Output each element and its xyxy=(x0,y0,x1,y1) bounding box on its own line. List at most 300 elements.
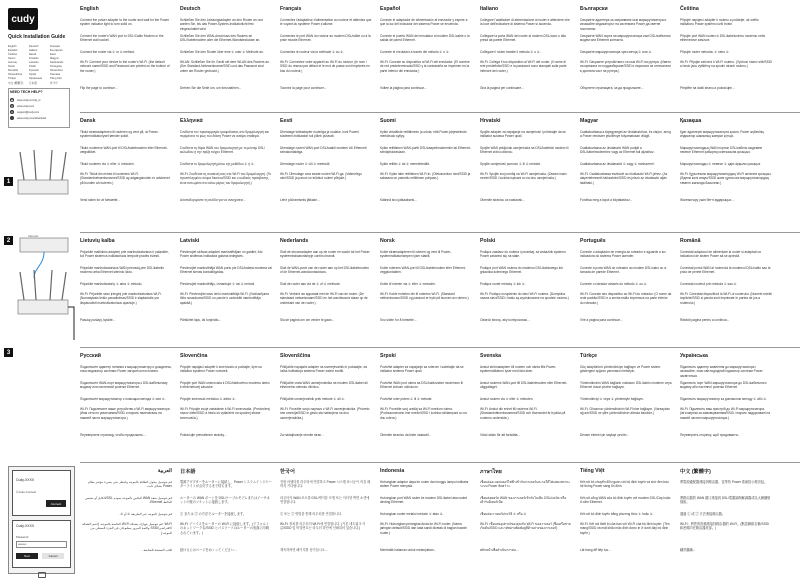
section-title: Lietuvių kalba xyxy=(80,238,115,244)
section-title: Norsk xyxy=(380,238,395,244)
cudy-logo: cudy xyxy=(8,8,38,30)
section-title: Italiano xyxy=(480,6,499,12)
continue-note: Lehe pööramiseks jätkake... xyxy=(280,198,320,202)
continue-note: Membalik halaman untuk melanjutkan... xyxy=(380,548,437,552)
language-label: Polski xyxy=(29,65,36,68)
continue-note: Sla de pagina om om verder te gaan... xyxy=(280,318,335,322)
step-wifi: Wi-Fi: Hubungkan perangkat Anda ke Wi-Fi router. (Nama jaringan default/SSID dan kata sandi dicetak di bagian bawah router.) xyxy=(380,522,467,535)
step-power: Conecte o adaptador de energia ao roteador e aguarde a luz indicadora do sistema Power acender. xyxy=(580,250,666,259)
step-method: Маршрутизаторды ① немесе ② әдісі арқылы қосыңыз. xyxy=(680,162,761,166)
language-section xyxy=(480,6,572,112)
step-wifi: Wi-Fi: Spojite svoj uređaj na Wi-Fi usmjerivača. (Zadani naziv mreže/SSID i lozinka ispisani su na dnu usmjerivača.) xyxy=(480,172,567,181)
step-wifi: Wi-Fi: Pripojte svoje zariadenie k Wi-Fi smerovača. (Predvolený názov siete/SSID a heslo sú vytlačené na spodnej strane smerovača.) xyxy=(180,407,270,420)
step-wifi: Wi-Fi: 장치를 라우터의 Wi-Fi에 연결합니다. (기본 네트워크 이름/SSID 및 비밀번호는 라우터 하단에 인쇄되어 있습니다.) xyxy=(280,522,366,531)
language-section xyxy=(580,118,672,224)
antenna xyxy=(34,150,36,180)
continue-note: Käännä sivu jatkaaksesi... xyxy=(380,198,417,202)
step-wifi: Wi-Fi: Συνδέστε τη συσκευή σας στο Wi-Fi του δρομολογητή. (Το προεπιλεγμένο όνομα δικτύου/SSID και ο κωδικός πρόσβασης είναι τυπωμένα στο κάτω μέρος του δρομολογητή.) xyxy=(180,172,272,185)
continue-note: Voltee la página para continuar... xyxy=(380,86,427,90)
step-power: 電源アダプターをルーターに接続し、Power システムインジケーターライトが点灯するまで待ちます。 xyxy=(180,480,272,489)
step-method: เชื่อมต่อเราเตอร์ผ่านวิธี ① หรือ ② xyxy=(480,512,527,516)
step-method: Підключіть маршрутизатор за допомогою методу ① або ②. xyxy=(680,397,768,401)
step-wifi: Wi-Fi: Conecte seu dispositivo ao Wi-Fi do roteador. (O nome da rede padrão/SSID e a senha estão impressos na parte inferior do roteador.) xyxy=(580,292,672,305)
language-section xyxy=(80,238,172,344)
tech-help-box xyxy=(8,88,70,128)
step-wan: เชื่อมต่อพอร์ต WAN ของเราเตอร์เข้ากับโมเด็ม DSL/เคเบิล หรือเต้ารับอีเทอร์เน็ต xyxy=(480,496,567,505)
language-label: Suomi xyxy=(8,57,16,60)
section-title: Deutsch xyxy=(180,6,201,12)
step-wan: Pripojte port WAN smerovača k DSL/káblovému modemu alebo k ethernetovej zásuvke. xyxy=(180,381,270,390)
step-wifi: Wi-Fi: Pievienojiet savu ierīci maršrutētāja Wi-Fi. (Noklusējuma tīkla nosaukums/SSID un parole ir uzdrukāti maršrutētāja apakšā.) xyxy=(180,292,269,305)
language-section xyxy=(580,6,672,112)
step-method: Sluit de router aan via de ① of ② methode. xyxy=(280,282,341,286)
laptop-icon xyxy=(38,572,46,578)
continue-note: Okrenite stranicu za nastavak... xyxy=(480,198,525,202)
language-section xyxy=(380,6,472,112)
step-wan: Conecte el puerto WAN del enrutador al módem DSL/cable o la salida de pared Ethernet. xyxy=(380,34,470,43)
step-wifi: Wi-Fi: Kytke laite reitittimen Wi-Fi:in. (Oletusverkon nimi/SSID ja salasana on painettu reitittimen pohjaan.) xyxy=(380,172,471,181)
step-method: Yönlendiriciyi ① veya ② yöntemiyle bağlayın. xyxy=(580,397,644,401)
section-title: Українська xyxy=(680,353,708,359)
network-name[interactable]: Cudy-XXXX xyxy=(16,478,35,482)
step-wan: Kết nối cổng WAN của bộ định tuyến với modem DSL/Cáp hoặc ổ cắm Ethernet. xyxy=(580,496,671,505)
step-power: Anslut strömadaptern till routern och vänta tills Power-systemindikatorn lyser med fast sken. xyxy=(480,365,557,374)
section-title: Română xyxy=(680,238,701,244)
step-power: Kết nối bộ chuyển đổi nguồn với bộ định tuyến và chờ đèn báo hệ thống Power sáng ổn định. xyxy=(580,480,669,489)
step-method: Connectez le routeur via la méthode ① ou ②. xyxy=(280,50,345,54)
step-power: Kytke virtalähde reitittimeen ja odota, että Power-järjestelmän merkkivalo syttyy. xyxy=(380,130,467,139)
language-label: Hrvatski xyxy=(29,57,39,60)
antenna xyxy=(62,152,66,180)
language-section xyxy=(80,468,172,574)
step-power: Spojite adapter za napajanje na usmjerivač i pričekajte da se indikator sustava Power upali. xyxy=(480,130,566,139)
step-wifi: Wi-Fi: Підключіть ваш пристрій до Wi-Fi маршрутизатора. (Ім'я мережі за замовчуванням/SSID і пароль надруковані на нижній частині маршрутизатора.) xyxy=(680,407,770,420)
continue-note: Devam etmek için sayfayı çevirin... xyxy=(580,433,630,437)
step-power: Hubungkan adaptor daya ke router dan tunggu lampu indikator sistem Power menyala. xyxy=(380,480,469,489)
step-wan: Подключите WAN-порт маршрутизатора к DSL/кабельному модему или настенной розетке Ethernet. xyxy=(80,381,168,390)
language-section xyxy=(680,353,772,459)
language-label: Srpski xyxy=(29,73,37,76)
step-method: Kytke reititin ① tai ② menetelmällä. xyxy=(380,162,430,166)
continue-note: Переверніть сторінку, щоб продовжити... xyxy=(680,433,741,437)
step-method: Conectați routerul prin metoda ① sau ②. xyxy=(680,282,738,286)
step-method: Anslut routern via ① eller ② metoden. xyxy=(480,397,534,401)
language-label: 中文 (繁體字) xyxy=(8,82,24,85)
section-title: Čeština xyxy=(680,6,699,12)
step-wan: ルーターの WAN ポートを DSL/ケーブルモデムまたはイーサネットの壁のソケットに接続します。 xyxy=(180,496,270,505)
continue-note: Vire a página para continuar... xyxy=(580,318,623,322)
help-item: ▣ www.cudy.com/qr_tc xyxy=(10,98,41,102)
help-item: ↓ www.cudy.com/download xyxy=(11,116,46,120)
language-label: Español xyxy=(8,49,18,52)
divider xyxy=(80,232,800,233)
step-method: Csatlakoztassa az útválasztót ① vagy ② módszerrel. xyxy=(580,162,655,166)
step-wan: Συνδέστε τη θύρα WAN του δρομολογητή με το μόντεμ DSL/καλωδίου ή την πρίζα τοίχου Ethernet. xyxy=(180,146,266,155)
continue-note: Flip the page to continue... xyxy=(80,86,118,90)
step-method: 通過 ① 或 ② 方法連接路由器。 xyxy=(680,512,725,516)
step-wan: Podłącz port WAN routera do modemu DSL/kablowego lub gniazdka ściennego Ethernet. xyxy=(480,266,563,275)
language-section xyxy=(180,238,272,344)
language-section xyxy=(180,118,272,224)
step-method: Pievienojiet maršrutētāju, izmantojot ① vai ② metodi. xyxy=(180,282,255,286)
language-section xyxy=(380,353,472,459)
guide-title: Quick Installation Guide xyxy=(8,34,66,40)
language-section xyxy=(580,353,672,459)
continue-note: 계속하려면 페이지를 넘기십시오... xyxy=(280,548,328,552)
continue-note: Lật trang để tiếp tục... xyxy=(580,548,611,552)
step-wan: Collegare la porta WAN del router al modem DSL/cavo o alla presa da parete Ethernet. xyxy=(480,34,566,43)
step-method: Prijunkite maršrutizatorių ① arba ② metodu. xyxy=(80,282,143,286)
language-label: Čeština xyxy=(8,53,17,56)
step-wifi: Wi-Fi: Anslut din enhet till routerns Wi-Fi. (Standardnätverksnamnet/SSID och lösenordet är tryckta på routerns undersida.) xyxy=(480,407,566,420)
step-method: Koble til ruteren via ① eller ② metoden. xyxy=(380,282,436,286)
language-label: Magyar xyxy=(50,57,59,60)
divider xyxy=(80,462,800,463)
step-wifi: Wi-Fi: Conecte su dispositivo al Wi-Fi del enrutador. (El nombre de red predeterminado/SSID y la contraseña se imprimen en la parte inferior del enrutador.) xyxy=(380,60,470,73)
network-name: Cudy-XXXX xyxy=(16,524,35,528)
ethernet-cable xyxy=(34,252,44,278)
section-title: Slovenščina xyxy=(280,353,311,359)
continue-note: Pasukę puslapį, tęskite... xyxy=(80,318,116,322)
step-power: Подключите адаптер питания к маршрутизатору и дождитесь, пока индикатор системы Power загорится постоянно. xyxy=(80,365,172,374)
language-label: 日本語 xyxy=(29,82,37,85)
language-section xyxy=(280,468,372,574)
language-label: Română xyxy=(8,69,18,72)
step-power: قم بتوصيل محول الطاقة بالموجه وانتظر حتى يضيء مؤشر نظام Power بشكل ثابت. xyxy=(88,480,172,489)
tech-help-title: NEED TECH HELP? xyxy=(10,90,43,94)
help-item: ◍ www.cudy.com xyxy=(10,104,35,108)
language-label: Norsk xyxy=(8,65,15,68)
continue-note: Pāršķiriet lapu, lai turpinātu... xyxy=(180,318,222,322)
step-wifi: Wi-Fi: Verbind uw apparaat met de Wi-Fi van de router. (De standaard netwerknaam/SSID en het wachtwoord staan op de onderkant van de router.) xyxy=(280,292,368,305)
step-power: Connectez l'adaptateur d'alimentation au routeur et attendez que le voyant du système Power s'allume. xyxy=(280,18,372,27)
step-wan: Pievienojiet maršrutētāja WAN portu pie DSL/kabeļa modema vai Ethernet sienas kontaktligzdas. xyxy=(180,266,273,275)
step-wan: Kytke reitittimen WAN-portti DSL/kaapelimodeemiin tai Ethernet-seinäpistorasiaan. xyxy=(380,146,471,155)
language-section xyxy=(580,468,672,574)
language-label: Русский xyxy=(29,69,39,72)
section-title: Indonesia xyxy=(380,468,405,474)
step-wan: Маршрутизатордың WAN портын DSL/кабель модеміне немесе Ethernet қабырға розеткасына қосыңыз. xyxy=(680,146,763,155)
step-method: ① または ② の方法でルーターを接続します。 xyxy=(180,512,247,516)
step-method: ① 또는 ② 방법을 통해 라우터를 연결합니다. xyxy=(280,512,342,516)
continue-note: Přejděte na další stranu a pokračujte... xyxy=(680,86,735,90)
section-title: 中文 (繁體字) xyxy=(680,469,711,475)
continue-note: Odwróć stronę, aby kontynuować... xyxy=(480,318,530,322)
step-power: Povežite adapter za napajanje sa ruterom i sačekajte da se indikator sistema Power upali. xyxy=(380,365,464,374)
step-method: Spojite usmjerivač pomoću ① ili ② metode. xyxy=(480,162,541,166)
step-method: Подключите маршрутизатор с помощью метода ① или ②. xyxy=(80,397,166,401)
language-label: Italiano xyxy=(29,49,38,52)
lan-cable xyxy=(68,307,74,340)
continue-note: Жалғастыру үшін бетті аударыңыз... xyxy=(680,198,734,202)
step-power: Sluit de stroomadapter aan op de router en wacht tot het Power systeemindicatorlampje continu brandt. xyxy=(280,250,370,259)
continue-note: Gira la pagina per continuare... xyxy=(480,86,524,90)
step-power: Podłącz zasilacz do routera i poczekaj, aż wskaźnik systemu Power zaświeci się na stałe. xyxy=(480,250,566,259)
password-input[interactable]: •••••••• xyxy=(16,541,67,548)
language-label: Svenska xyxy=(50,73,60,76)
step-power: Connect the power adapter to the router and wait for the Power system indicator light to turn solid on. xyxy=(80,18,170,27)
continue-note: Răsfoiți pagina pentru a continua... xyxy=(680,318,730,322)
step-method: Pripojte smerovač metódou ① alebo ②. xyxy=(180,397,236,401)
step-wan: Hubungkan port WAN router ke modem DSL/kabel atau soket dinding Ethernet. xyxy=(380,496,468,505)
step-wan: Свържете WAN порта на маршрутизатора към DSL/кабелния модем или Ethernet контакта. xyxy=(580,34,671,43)
checkbox[interactable]: ☑ xyxy=(16,490,20,494)
section-title: Tiếng Việt xyxy=(580,468,605,474)
step-wifi: Wi-Fi: เชื่อมต่ออุปกรณ์ของคุณกับ Wi-Fi ของเราเตอร์ (ชื่อเครือข่ายเริ่มต้น/SSID และรหัสผ่านพิมพ์อยู่ที่ด้านล่างของเราเตอร์) xyxy=(480,522,571,531)
step-wifi: Wi-Fi: Құрылғыны маршрутизатордың Wi-Fi желісіне қосыңыз. (Әдепкі желі атауы/SSID және құпия сөз маршрутизатордың төменгі жағында басылған.) xyxy=(680,172,772,185)
step-power: Koble strømadapteren til ruteren og vent til Power-systemindikatorlampen lyser stabilt. xyxy=(380,250,452,259)
language-section xyxy=(80,6,172,112)
step-power: เชื่อมต่ออะแดปเตอร์ไฟฟ้าเข้ากับเราเตอร์และรอให้ไฟแสดงสถานะระบบ Power ติดสว่าง xyxy=(480,480,571,489)
mail-icon: ✉ xyxy=(10,110,14,114)
step-power: Připojte napájecí adaptér k routeru a počkejte, až světlo indikátoru Power systému svítí trvale. xyxy=(680,18,759,27)
step-badge-2: 2 xyxy=(4,236,13,245)
router-illustration xyxy=(14,150,76,350)
language-section xyxy=(680,118,772,224)
continue-note: Tournez la page pour continuer... xyxy=(280,86,327,90)
section-title: Latviski xyxy=(180,238,200,244)
language-label: English xyxy=(8,45,17,48)
section-title: Srpski xyxy=(380,353,396,359)
step-wan: Tilslut routerens WAN-port til DSL/kabelmodem eller Ethernet-vægstikket. xyxy=(80,146,168,155)
language-section xyxy=(480,468,572,574)
step-power: Collegare l'adattatore di alimentazione al router e attendere che la luce dell'indicatore di sistema Power si accenda. xyxy=(480,18,570,27)
step-wan: Připojte port WAN routeru k DSL/kabelovému modemu nebo ethernetové zásuvce. xyxy=(680,34,766,43)
step-power: Pripojte napájací adaptér k smerovaču a počkajte, kým sa indikátor systému Power rozsvieti. xyxy=(180,365,262,374)
step-wifi: Wi-Fi: Podłącz urządzenie do sieci Wi-Fi routera. (Domyślna nazwa sieci/SSID i hasło są wydrukowane na spodzie routera.) xyxy=(480,292,569,301)
language-section xyxy=(480,238,572,344)
step-wan: Koble ruterens WAN-port til DSL/kabelmodem eller Ethernet-veggkontakten. xyxy=(380,266,466,275)
step-wifi: Wi-Fi: Collega il tuo dispositivo al Wi-Fi del router. (Il nome di rete predefinito/SSID e la password sono stampati sulla parte inferiore del router.) xyxy=(480,60,567,73)
step-wan: Sluit de WAN-poort van de router aan op het DSL/kabelmodem of de Ethernet-wandcontactdoos. xyxy=(280,266,370,275)
step-wifi: Wi-Fi: قم بتوصيل جهازك بشبكة Wi-Fi الخاصة بالموجه. (اسم الشبكة الافتراضي/SSID وكلمة المرور مطبوعان في الجزء السفلي من الموجه.) xyxy=(82,522,172,535)
language-label: Українська xyxy=(29,77,42,80)
section-title: العربية xyxy=(157,468,172,474)
language-label: Deutsch xyxy=(29,45,39,48)
download-icon: ↓ xyxy=(11,116,13,120)
language-label: Tiếng Việt xyxy=(50,77,62,80)
step-power: Свържете адаптера за захранване към маршрутизатора и изчакайте индикаторът на системата Power да светне постоянно. xyxy=(580,18,667,31)
step-method: Συνδέστε το δρομολογητή μέσω της μεθόδου ① ή ②. xyxy=(180,162,255,166)
language-section xyxy=(380,468,472,574)
help-item: ✉ support@cudy.com xyxy=(10,110,40,114)
section-title: 日本語 xyxy=(180,469,196,475)
step-wifi: Wi-Fi: Koble enheten din til ruterens Wi-Fi. (Standard nettverksnavn/SSID og passord er trykt på bunnen av ruteren.) xyxy=(380,292,469,301)
language-list xyxy=(8,45,68,85)
step-wifi: Wi-Fi: Connect your device to the router's Wi-Fi. (the default network name/SSID and Password are printed on the bottom of the router.) xyxy=(80,60,170,73)
language-section xyxy=(580,238,672,344)
step-wan: Ühendage ruuteri WAN-port DSL/kaabli modemi või Etherneti seinakontaktiga. xyxy=(280,146,367,155)
continue-note: Pokračujte prevrátením stránky... xyxy=(180,433,227,437)
step-badge-3: 3 xyxy=(4,348,13,357)
section-title: Español xyxy=(380,6,401,12)
continue-note: Drehen Sie die Seite um, um fortzufahren... xyxy=(180,86,242,90)
language-section xyxy=(180,468,272,574)
section-title: Suomi xyxy=(380,118,396,124)
language-label: 한국어 xyxy=(50,82,58,85)
step-wifi: Wi-Fi: デバイスをルーターの Wi-Fi に接続します。(デフォルトのネットワーク名/SSID とパスワードはルーターの底面に印刷されています。) xyxy=(180,522,269,535)
globe-icon: ◍ xyxy=(10,104,14,108)
language-section xyxy=(380,118,472,224)
step-power: Συνδέστε τον προσαρμογέα τροφοδοσίας στο δρομολογητή και περιμένετε το φως του δείκτη Power να ανάψει σταθερά. xyxy=(180,130,269,139)
continue-note: Za nadaljevanje obrnite stran... xyxy=(280,433,324,437)
language-label: Français xyxy=(50,45,60,48)
section-title: Қазақша xyxy=(680,118,702,124)
step-power: Csatlakoztassa a tápegységet az útválasztóhoz, és várjon, amíg a Power rendszer jelzőfénye folyamatosan világít. xyxy=(580,130,671,139)
router-body xyxy=(18,300,68,314)
language-label: Eesti xyxy=(50,53,56,56)
step-wan: Povežite WAN port rutera sa DSL/kablovskim modemom ili Ethernet zidnom utičnicom. xyxy=(380,381,463,390)
step-wan: قم بتوصيل منفذ WAN الخاص بالموجه بمودم DSL/الكابل أو مقبس الحائط Ethernet. xyxy=(85,496,172,505)
step-wan: Anslut routerns WAN-port till DSL/kabelmodem eller Ethernet-vägguttaget. xyxy=(480,381,568,390)
language-section xyxy=(80,353,172,459)
step-wifi: Wi-Fi: Csatlakoztassa eszközét az útválasztó Wi-Fi-jéhez. (Az alapértelmezett hálózatnév/SSID és jelszó az útválasztó alján található.) xyxy=(580,172,668,185)
step-method: Připojte router metodou ① nebo ②. xyxy=(680,50,730,54)
continue-note: Fordítsa meg a lapot a folytatáshoz... xyxy=(580,198,633,202)
step-power: Prijunkite maitinimo adapterį prie maršrutizatoriaus ir palaukite, kol Power sistemos indikatoriaus lemputė pradės šviesti. xyxy=(80,250,169,259)
step-method: Connect the router via ① or ② method. xyxy=(80,50,135,54)
language-section xyxy=(380,238,472,344)
step-wan: 將路由器的 WAN 端口連接到 DSL/電纜調制解調器或以太網牆壁插座。 xyxy=(680,496,771,505)
language-label: Dansk xyxy=(29,53,37,56)
continue-note: Vänd sidan för att fortsätta... xyxy=(480,433,521,437)
step-wan: Prijunkite maršrutizatoriaus WAN prievadą prie DSL/kabelio modemo arba Ethernet sieninio lizdo. xyxy=(80,266,165,275)
step-wifi: Wi-Fi: Подключите ваше устройство к Wi-Fi маршрутизатора. (Имя сети по умолчанию/SSID и пароль напечатаны на нижней части маршрутизатора.) xyxy=(80,407,171,420)
section-title: Ελληνικά xyxy=(180,118,203,124)
internet-label: Internet xyxy=(28,234,39,238)
section-title: Magyar xyxy=(580,118,599,124)
language-section xyxy=(480,118,572,224)
step-wifi: Wi-Fi: Povežite svojo napravo z Wi-Fi usmerjevalnika. (Privzeto ime omrežja/SSID in geslo sta natisnjena na dnu usmerjevalnika.) xyxy=(280,407,370,420)
step-method: Priključite usmerjevalnik prek metode ① ali ②. xyxy=(280,397,346,401)
step-wifi: Wi-Fi：將您的設備連接到路由器的 Wi-Fi。(默認網絡名稱/SSID 和密碼印在路由器底部。) xyxy=(680,522,769,531)
language-label: Lietuvių xyxy=(8,61,17,64)
section-title: Nederlands xyxy=(280,238,309,244)
section-title: Dansk xyxy=(80,118,96,124)
auto-connect-label: ☑ Auto Connect xyxy=(16,490,37,494)
language-section xyxy=(480,353,572,459)
antenna xyxy=(50,150,52,180)
section-title: Slovenčina xyxy=(180,353,208,359)
step-method: Collegare il router tramite il metodo ① o ②. xyxy=(480,50,541,54)
step-power: Ühendage toiteadapter ruuteriga ja oodake, kuni Poweri süsteemi indikaatori tuli põleb püsivalt. xyxy=(280,130,359,139)
step-wan: Csatlakoztassa az útválasztó WAN portját a DSL/kábelmodemhez vagy az Ethernet fali aljzathoz. xyxy=(580,146,655,155)
continue-note: Обърнете страницата, за да продължите... xyxy=(580,86,644,90)
divider xyxy=(80,112,800,113)
step-method: Povežite ruter putem ① ili ② metode. xyxy=(380,397,433,401)
language-label: Latviešu xyxy=(29,61,39,64)
step-power: Güç adaptörünü yönlendiriciye bağlayın ve Power sistem göstergesi ışığının yanmasını bekleyin. xyxy=(580,365,661,374)
step-badge-1: 1 xyxy=(4,177,13,186)
language-label: Türkçe xyxy=(8,77,16,80)
step-wifi: Wi-Fi: Připojte zařízení k Wi-Fi routeru. (Výchozí název sítě/SSID a heslo jsou vytištěny na spodní straně routeru.) xyxy=(680,60,772,69)
continue-note: Переверните страницу, чтобы продолжить... xyxy=(80,433,146,437)
continue-note: 翻頁繼續... xyxy=(680,548,696,552)
step-wifi: WLAN: Schließen Sie Ihr Gerät mit dem WLAN des Routers an. (Der Standard-Netzwerkname/SSID und das Passwort sind unten am Router gedruckt.) xyxy=(180,60,270,73)
section-title: Eesti xyxy=(280,118,293,124)
section-title: 한국어 xyxy=(280,469,296,475)
language-section xyxy=(280,118,372,224)
step-wan: Connectez le port WAN du routeur au modem DSL/câble ou à la prise murale Ethernet. xyxy=(280,34,371,43)
section-title: English xyxy=(80,6,99,12)
step-method: Свържете маршрутизатора чрез метод ① или ②. xyxy=(580,50,653,54)
continue-note: Snu siden for å fortsette... xyxy=(380,318,417,322)
section-title: Svenska xyxy=(480,353,502,359)
router-body xyxy=(18,180,68,194)
step-wan: Conectați portul WAN al routerului la modemul DSL/cablu sau la priza de perete Ethernet. xyxy=(680,266,771,275)
language-label: Български xyxy=(50,49,63,52)
section-title: Български xyxy=(580,6,608,12)
step-wifi: Wi-Fi: Kết nối thiết bị của bạn với Wi-Fi của bộ định tuyến. (Tên mạng/SSID và mật khẩu mặc định được in ở dưới đáy bộ định tuyến.) xyxy=(580,522,670,535)
continue-note: Αναποδογυρίστε τη σελίδα για να συνεχίσετε... xyxy=(180,198,246,202)
language-section xyxy=(180,353,272,459)
step-power: Conecte el adaptador de alimentación al enrutador y espere a que la luz del indicador del sistema Power se encienda. xyxy=(380,18,468,27)
step-method: Kết nối bộ định tuyến bằng phương thức ① hoặc ②. xyxy=(580,512,654,516)
language-section xyxy=(280,353,372,459)
step-wifi: Wi-Fi: Conectați dispozitivul la Wi-Fi-ul routerului. (Numele rețelei implicite/SSID și parola sunt imprimate în partea de jos a routerului.) xyxy=(680,292,772,305)
cancel-button[interactable]: Cancel xyxy=(42,553,64,559)
step-method: Conecte o roteador através do método ① ou ②. xyxy=(580,282,648,286)
step-power: Қуат адаптерін маршрутизаторға қосып, Power жүйесінің индикатор шамының жануын күтіңіз. xyxy=(680,130,765,139)
step-wifi: Wi-Fi: Ühendage oma seade ruuteri Wi-Fi-ga. (Vaikevõrgu nimi/SSID ja parool on trükitud ruuteri põhjale.) xyxy=(280,172,362,181)
section-title: Hrvatski xyxy=(480,118,501,124)
step-power: 將電源適配器連接到路由器，並等待 Power 系統指示燈亮起。 xyxy=(680,480,768,484)
step-method: قم بتوصيل الموجه عبر الطريقة ① أو ②. xyxy=(119,512,172,516)
modem-body xyxy=(20,238,68,252)
section-title: Türkçe xyxy=(580,353,598,359)
step-wan: Conecte a porta WAN do roteador ao modem DSL/cabo ou à tomada de parede Ethernet. xyxy=(580,266,666,275)
step-method: Hubungkan router melalui metode ① atau ②. xyxy=(380,512,444,516)
step-wan: Priključite vrata WAN usmerjevalnika na modem DSL/kabel ali ethernetno stensko vtičnico. xyxy=(280,381,368,390)
step-power: 전원 어댑터를 라우터에 연결하고 Power 시스템 표시등이 켜질 때까지 기다립니다. xyxy=(280,480,371,489)
language-section xyxy=(680,6,772,112)
qr-icon: ▣ xyxy=(10,98,14,102)
language-section xyxy=(280,238,372,344)
continue-note: Okrenite stranicu da biste nastavili... xyxy=(380,433,432,437)
next-button[interactable]: Next xyxy=(16,553,38,559)
language-label: Nederlands xyxy=(50,61,64,64)
antenna xyxy=(20,152,24,180)
step-power: Conectați adaptorul de alimentare la router și așteptați ca indicatorul de sistem Power să se aprindă. xyxy=(680,250,761,259)
section-title: Français xyxy=(280,6,302,12)
divider xyxy=(80,347,800,348)
step-wan: Yönlendiricinin WAN bağlantı noktasını DSL/kablo modeme veya Ethernet duvar prizine bağlayın. xyxy=(580,381,672,390)
step-wan: Schließen Sie den WAN-Anschluss des Routers an DSL/Kabelmodem oder die Ethernet-Wandsteckdose an. xyxy=(180,34,261,43)
step-wifi: Wi-Fi: Povežite svoj uređaj sa Wi-Fi mrežom rutera. (Podrazumevano ime mreže/SSID i lozinka odštampani su na dnu rutera.) xyxy=(380,407,467,420)
section-title: ภาษาไทย xyxy=(480,469,502,475)
connect-button[interactable]: Connect xyxy=(46,500,66,507)
continue-note: พลิกหน้าเพื่อดำเนินการต่อ... xyxy=(480,548,519,552)
language-label: Slovenščina xyxy=(8,73,22,76)
step-power: Підключіть адаптер живлення до маршрутизатора і зачекайте, поки світлодіодний індикатор системи Power засвітиться. xyxy=(680,365,763,378)
step-method: Conecte el enrutador a través del método ① o ②. xyxy=(380,50,450,54)
step-power: Priključite napajalni adapter na usmerjevalnik in počakajte, da lučka indikatorja sistema Power začne svetiti. xyxy=(280,365,367,374)
step-wan: Spojite WAN priključak usmjerivača na DSL/kabelski modem ili Ethernet zidnu utičnicu. xyxy=(480,146,569,155)
continue-note: اقلب الصفحة للمتابعة... xyxy=(141,548,172,552)
language-label: Slovenčina xyxy=(50,69,63,72)
section-title: Русский xyxy=(80,353,101,359)
step-wifi: Wi-Fi: Prijunkite savo įrenginį prie maršrutizatoriaus Wi-Fi. (Numatytasis tinklo pavadinimas/SSID ir slaptažodis yra išspausdinti maršrutizatoriaus apačioje.) xyxy=(80,292,162,305)
language-section xyxy=(680,468,772,574)
section-title: Polski xyxy=(480,238,496,244)
step-wifi: Wi-Fi: Connectez votre appareil au Wi-Fi du routeur. (le nom / SSID du réseau par défaut et le mot de passe sont imprimés en bas du routeur.) xyxy=(280,60,370,73)
step-wifi: Wi-Fi: Свържете устройството си към Wi-Fi на рутера. (Името на мрежата по подразбиране/SSID и паролата са отпечатани в долната част на рутера.) xyxy=(580,60,671,73)
step-wifi: Wi-Fi: Cihazınızı yönlendiricinin Wi-Fi'sine bağlayın. (Varsayılan ağ adı/SSID ve şifre yönlendiricinin altında basılıdır.) xyxy=(580,407,670,416)
section-title: Português xyxy=(580,238,606,244)
continue-note: Vend siden for at fortsætte... xyxy=(80,198,121,202)
language-section xyxy=(680,238,772,344)
step-method: Tilslut routeren via ① eller ② metoden. xyxy=(80,162,135,166)
